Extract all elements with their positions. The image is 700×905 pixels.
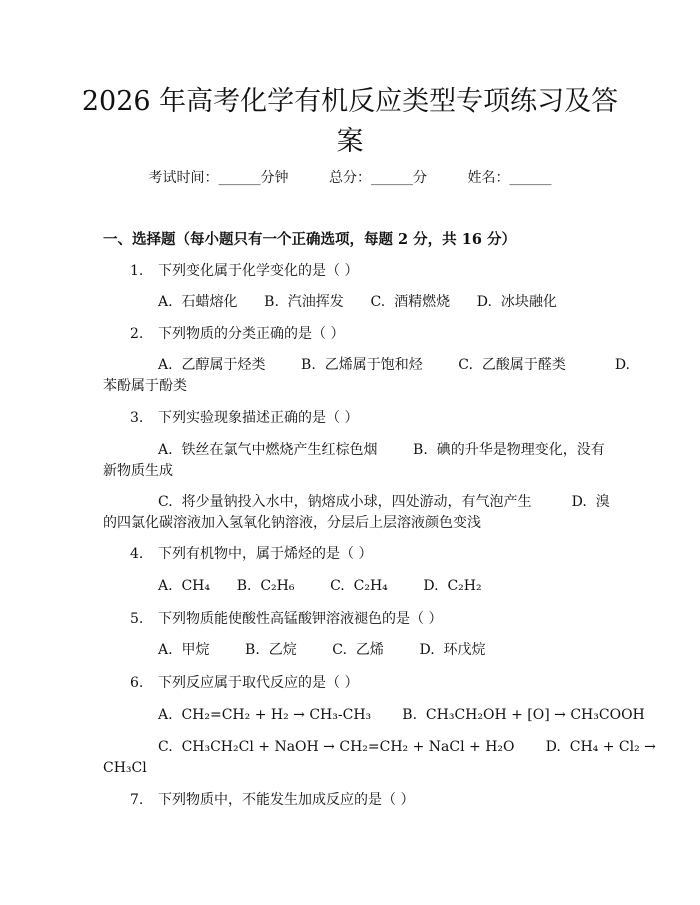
- question-3-options-cd-wrap: 的四氯化碳溶液加入氢氧化钠溶液，分层后上层溶液颜色变浅: [103, 515, 481, 531]
- question-5: [130, 609, 442, 629]
- question-3-options-ab: A. 铁丝在氯气中燃烧产生红棕色烟 B. 碘的升华是物理变化，没有: [158, 442, 605, 458]
- question-stem: 下列物质的分类正确的是（ ）: [158, 326, 345, 342]
- question-6-options-cd: C. CH₃CH₂Cl + NaOH → CH₂=CH₂ + NaCl + H₂O D. CH₄ + Cl₂ →: [158, 739, 656, 755]
- question-1: [130, 261, 358, 281]
- section-heading: 一、选择题（每小题只有一个正确选项，每题 2 分，共 16 分）: [103, 231, 516, 248]
- question-3-options-ab-wrap: 新物质生成: [103, 463, 173, 479]
- question-3-options-cd: C. 将少量钠投入水中，钠熔成小球，四处游动，有气泡产生 D. 溴: [158, 494, 610, 510]
- question-4: [130, 544, 372, 564]
- question-5-options: A. 甲烷 B. 乙烷 C. 乙烯 D. 环戊烷: [158, 642, 486, 658]
- question-6: [130, 673, 358, 693]
- question-4-options: A. CH₄ B. C₂H₆ C. C₂H₄ D. C₂H₂: [158, 578, 482, 594]
- question-number: 4.: [130, 546, 144, 562]
- question-number: 5.: [130, 611, 144, 627]
- name-field: 姓名：______: [467, 170, 552, 186]
- question-6-options-ab: A. CH₂=CH₂ + H₂ → CH₃-CH₃ B. CH₃CH₂OH + [O] → CH₃COOH: [158, 707, 645, 723]
- question-3: [130, 408, 358, 428]
- question-2: [130, 324, 344, 344]
- page-title-continued: 案: [336, 126, 364, 157]
- question-number: 7.: [130, 792, 144, 808]
- question-stem: 下列实验现象描述正确的是（ ）: [158, 410, 359, 426]
- page-title: 2026 年高考化学有机反应类型专项练习及答: [81, 86, 619, 117]
- question-7: [130, 790, 414, 810]
- question-stem: 下列有机物中，属于烯烃的是（ ）: [158, 546, 373, 562]
- question-stem: 下列物质能使酸性高锰酸钾溶液褪色的是（ ）: [158, 611, 443, 627]
- question-stem: 下列反应属于取代反应的是（ ）: [158, 675, 359, 691]
- question-number: 3.: [130, 410, 144, 426]
- question-stem: 下列变化属于化学变化的是（ ）: [158, 263, 359, 279]
- question-6-options-cd-wrap: CH₃Cl: [103, 760, 147, 776]
- question-number: 1.: [130, 263, 144, 279]
- question-stem: 下列物质中，不能发生加成反应的是（ ）: [158, 792, 415, 808]
- question-2-options-wrap: 苯酚属于酚类: [103, 378, 187, 394]
- question-number: 6.: [130, 675, 144, 691]
- question-1-options: A. 石蜡熔化 B. 汽油挥发 C. 酒精燃烧 D. 冰块融化: [158, 294, 557, 310]
- question-number: 2.: [130, 326, 144, 342]
- question-2-options: A. 乙醇属于烃类 B. 乙烯属于饱和烃 C. 乙酸属于醛类 D.: [158, 357, 630, 373]
- exam-info-line: [0, 168, 700, 188]
- exam-time-field: 考试时间：______分钟: [148, 170, 289, 186]
- total-score-field: 总分：______分: [329, 170, 427, 186]
